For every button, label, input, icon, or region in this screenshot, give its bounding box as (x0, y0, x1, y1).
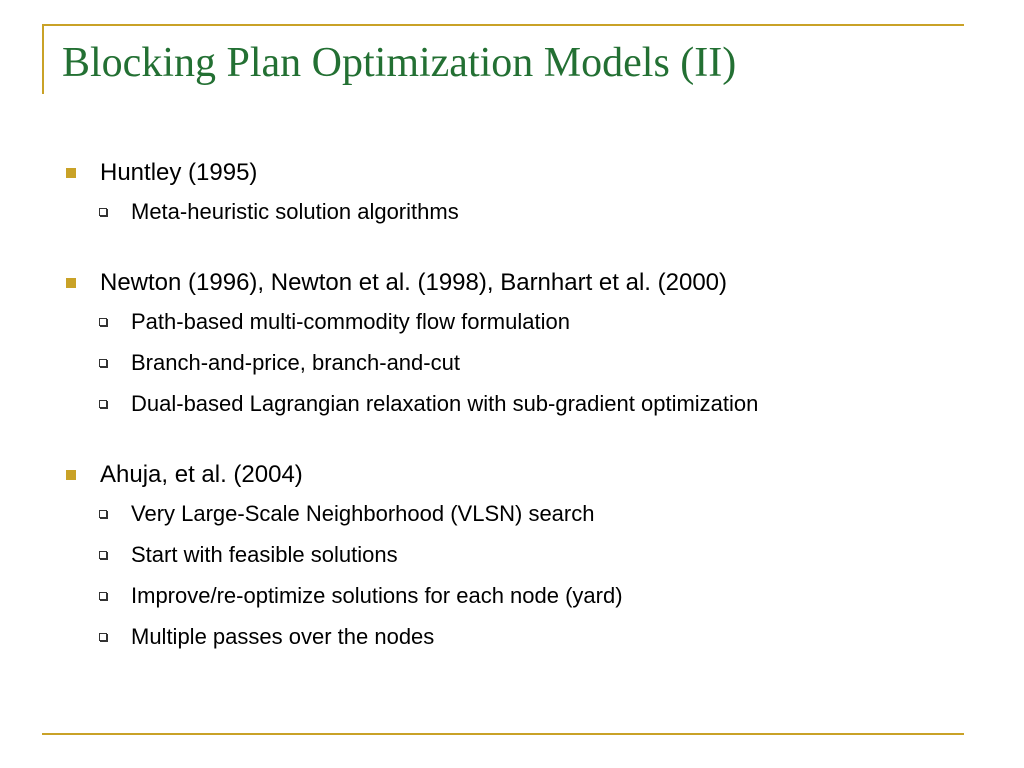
hollow-square-bullet-icon (99, 592, 107, 600)
bullet-list (62, 155, 982, 690)
sub-bullet-text: Multiple passes over the nodes (131, 623, 435, 649)
square-bullet-icon (66, 278, 76, 288)
sub-bullet-item (62, 342, 982, 383)
hollow-square-bullet-icon (99, 510, 107, 518)
sub-bullet-text: Improve/re-optimize solutions for each node (yard) (131, 582, 623, 608)
sub-bullet-text: Path-based multi-commodity flow formulation (131, 308, 570, 334)
hollow-square-bullet-icon (99, 551, 107, 559)
hollow-square-bullet-icon (99, 400, 107, 408)
bullet-text: Huntley (1995) (100, 159, 258, 186)
sub-bullet-text: Start with feasible solutions (131, 541, 398, 567)
bottom-divider (42, 733, 964, 735)
sub-bullet-item (62, 616, 982, 657)
sub-bullet-item (62, 301, 982, 342)
hollow-square-bullet-icon (99, 318, 107, 326)
sub-bullet-item (62, 534, 982, 575)
sub-bullet-item (62, 493, 982, 534)
left-accent-bar (42, 24, 44, 94)
bullet-group (62, 265, 982, 424)
bullet-item (62, 155, 982, 191)
sub-bullet-text: Very Large-Scale Neighborhood (VLSN) search (131, 500, 595, 526)
sub-bullet-text: Dual-based Lagrangian relaxation with sub-gradient optimization (131, 390, 759, 416)
sub-bullet-item (62, 575, 982, 616)
square-bullet-icon (66, 168, 76, 178)
top-divider (42, 24, 964, 26)
sub-bullet-item (62, 383, 982, 424)
slide-title: Blocking Plan Optimization Models (II) (62, 40, 737, 86)
bullet-item (62, 457, 982, 493)
bullet-item (62, 265, 982, 301)
hollow-square-bullet-icon (99, 208, 107, 216)
square-bullet-icon (66, 470, 76, 480)
sub-bullet-item (62, 191, 982, 232)
bullet-group (62, 457, 982, 657)
hollow-square-bullet-icon (99, 359, 107, 367)
bullet-text: Newton (1996), Newton et al. (1998), Barnhart et al. (2000) (100, 269, 727, 296)
hollow-square-bullet-icon (99, 633, 107, 641)
bullet-group (62, 155, 982, 232)
sub-bullet-text: Meta-heuristic solution algorithms (131, 198, 459, 224)
sub-bullet-text: Branch-and-price, branch-and-cut (131, 349, 460, 375)
bullet-text: Ahuja, et al. (2004) (100, 461, 303, 488)
